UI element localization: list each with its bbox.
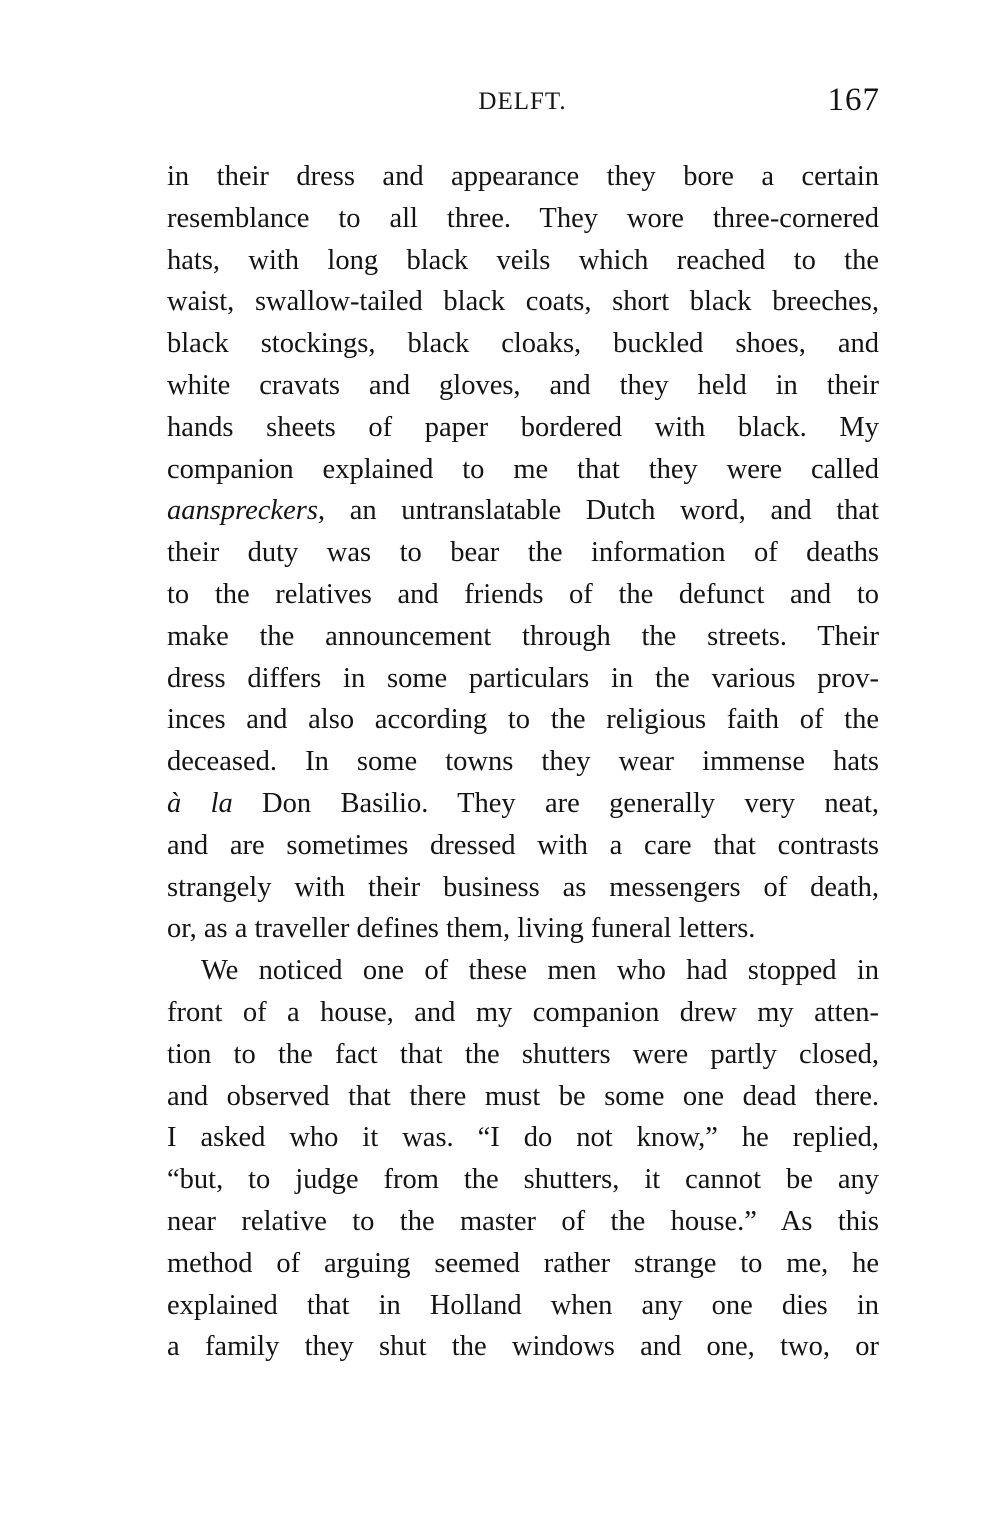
text-line [167, 490, 879, 532]
italic-term: aanspreckers, [167, 495, 326, 527]
text-line: strangely with their business as messengers of death, [167, 871, 879, 903]
text-line: white cravats and gloves, and they held in their [167, 369, 879, 401]
text-line: We noticed one of these men who had stopped in [201, 955, 879, 987]
text-line: “but, to judge from the shutters, it cannot be any [167, 1164, 879, 1196]
text-line: method of arguing seemed rather strange to me, he [167, 1247, 879, 1279]
text-line: in their dress and appearance they bore a certain [167, 161, 879, 192]
text-line [167, 783, 879, 825]
running-title: DELFT. [478, 88, 567, 115]
text-line: explained that in Holland when any one dies in [167, 1289, 879, 1321]
page-number: 167 [827, 82, 880, 118]
paragraph [167, 950, 879, 1368]
text-line: their duty was to bear the information of deaths [167, 537, 879, 569]
line-remainder: an untranslatable Dutch word, and that [325, 495, 879, 527]
text-line: tion to the fact that the shutters were partly closed, [167, 1038, 879, 1070]
paragraph [167, 156, 879, 950]
text-line: front of a house, and my companion drew my atten- [167, 996, 879, 1028]
text-line: I asked who it was. “I do not know,” he replied, [167, 1122, 879, 1154]
text-line: inces and also according to the religious faith of the [167, 704, 879, 736]
text-line: and are sometimes dressed with a care that contrasts [167, 829, 879, 861]
body-text [167, 156, 879, 1368]
text-line: waist, swallow-tailed black coats, short black breeches, [167, 286, 879, 318]
running-head [165, 82, 880, 122]
text-line: hands sheets of paper bordered with black. My [167, 411, 879, 443]
italic-term: à la [167, 787, 233, 819]
text-line: dress differs in some particulars in the various prov- [167, 662, 879, 694]
text-line: companion explained to me that they were called [167, 453, 879, 485]
text-line: deceased. In some towns they wear immense hats [167, 746, 879, 778]
text-line: a family they shut the windows and one, two, or [167, 1331, 879, 1363]
text-line: near relative to the master of the house.” As this [167, 1205, 879, 1237]
line-remainder: Don Basilio. They are generally very neat, [232, 787, 879, 819]
text-line: resemblance to all three. They wore three-cornered [167, 202, 879, 234]
text-line: make the announcement through the streets. Their [167, 620, 879, 652]
text-line: to the relatives and friends of the defunct and to [167, 578, 879, 610]
text-line: or, as a traveller defines them, living funeral letters. [167, 913, 756, 945]
text-line: and observed that there must be some one dead there. [167, 1080, 879, 1112]
text-line: hats, with long black veils which reached to the [167, 244, 879, 276]
text-line: black stockings, black cloaks, buckled shoes, and [167, 328, 879, 360]
